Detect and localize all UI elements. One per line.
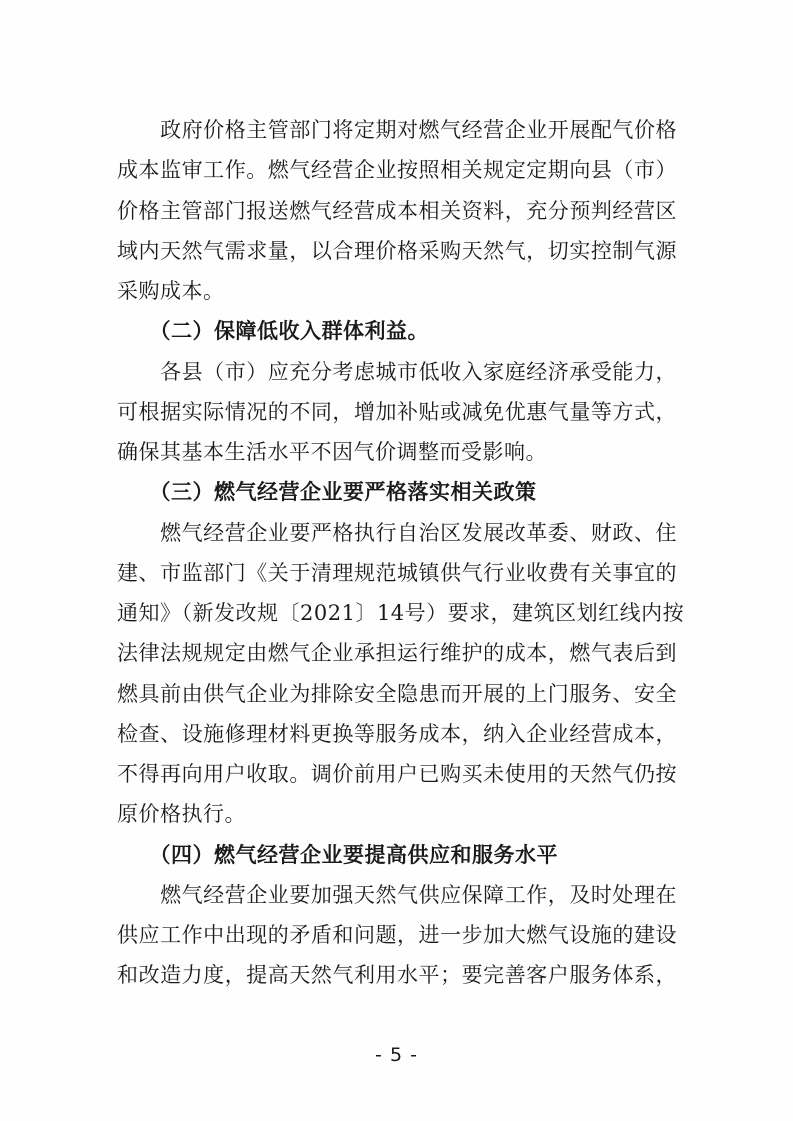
paragraph-line: 燃气经营企业要严格执行自治区发展改革委、财政、住 bbox=[117, 521, 677, 545]
paragraph-line: 成本监审工作。燃气经营企业按照相关规定定期向县（市） bbox=[117, 158, 677, 182]
paragraph-line: 可根据实际情况的不同，增加补贴或减免优惠气量等方式， bbox=[117, 400, 677, 424]
paragraph-line: 法律法规规定由燃气企业承担运行维护的成本，燃气表后到 bbox=[117, 641, 677, 665]
paragraph-line: 不得再向用户收取。调价前用户已购买未使用的天然气仍按 bbox=[117, 762, 677, 786]
paragraph-line: 建、市监部门《关于清理规范城镇供气行业收费有关事宜的 bbox=[117, 561, 677, 585]
paragraph-line: 检查、设施修理材料更换等服务成本，纳入企业经营成本， bbox=[117, 722, 677, 746]
paragraph-line: 域内天然气需求量，以合理价格采购天然气，切实控制气源 bbox=[117, 239, 677, 263]
section-heading: （二）保障低收入群体利益。 bbox=[117, 318, 429, 343]
paragraph-line: 燃具前由供气企业为排除安全隐患而开展的上门服务、安全 bbox=[117, 682, 677, 706]
paragraph-line: 采购成本。 bbox=[117, 279, 225, 303]
section-heading: （三）燃气经营企业要严格落实相关政策 bbox=[117, 479, 537, 504]
section-heading: （四）燃气经营企业要提高供应和服务水平 bbox=[117, 842, 558, 867]
page-number: - 5 - bbox=[375, 1044, 418, 1066]
paragraph-line: 燃气经营企业要加强天然气供应保障工作，及时处理在 bbox=[117, 883, 677, 907]
paragraph-line: 确保其基本生活水平不因气价调整而受影响。 bbox=[117, 440, 547, 464]
paragraph-line: 各县（市）应充分考虑城市低收入家庭经济承受能力， bbox=[117, 360, 677, 384]
paragraph-line: 价格主管部门报送燃气经营成本相关资料，充分预判经营区 bbox=[117, 199, 677, 223]
paragraph-line: 和改造力度，提高天然气利用水平；要完善客户服务体系， bbox=[117, 963, 677, 987]
paragraph-line: 通知》（新发改规〔2021〕14号）要求，建筑区划红线内按 bbox=[117, 601, 685, 625]
paragraph-line: 政府价格主管部门将定期对燃气经营企业开展配气价格 bbox=[117, 118, 677, 142]
paragraph-line: 原价格执行。 bbox=[117, 802, 246, 826]
paragraph-line: 供应工作中出现的矛盾和问题，进一步加大燃气设施的建设 bbox=[117, 923, 677, 947]
